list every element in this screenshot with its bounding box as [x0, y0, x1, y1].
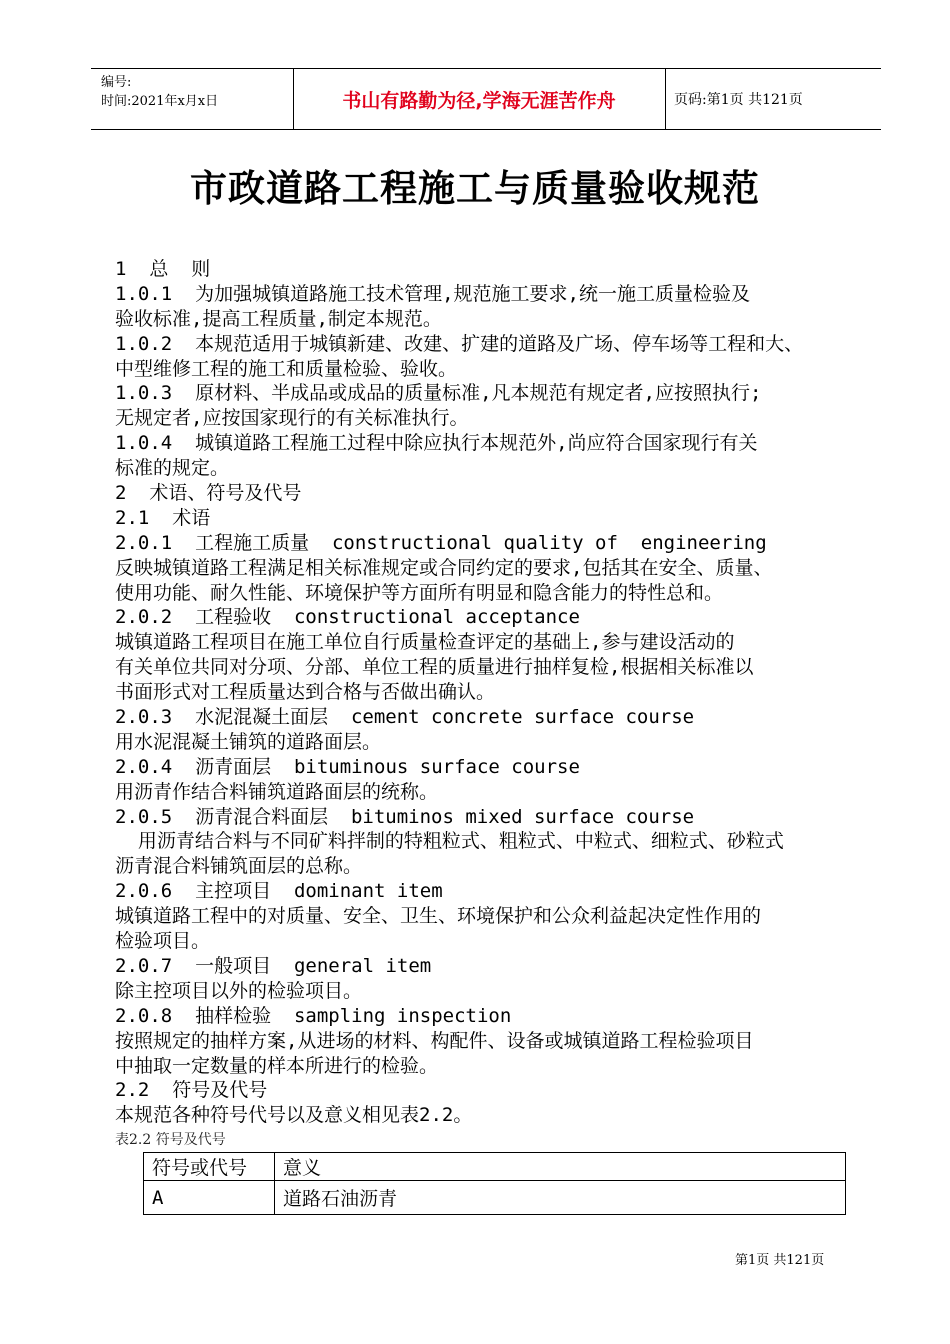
text-line: 2.0.7 一般项目 general item	[115, 954, 432, 977]
text-line: 2 术语、符号及代号	[115, 482, 302, 505]
header-meta	[101, 73, 218, 111]
text-line: 2.1 术语	[115, 506, 211, 529]
text-line: 反映城镇道路工程满足相关标准规定或合同约定的要求,包括其在安全、质量、	[115, 556, 773, 579]
text-line: 用水泥混凝土铺筑的道路面层。	[115, 730, 382, 753]
text-line: 2.0.8 抽样检验 sampling inspection	[115, 1004, 512, 1027]
text-line: 沥青混合料铺筑面层的总称。	[115, 855, 363, 878]
header-divider	[665, 69, 666, 129]
header-page-info: 页码:第1页 共121页	[674, 92, 803, 108]
text-line: 1 总 则	[115, 258, 211, 280]
table-cell: A	[144, 1181, 275, 1215]
text-line: 2.0.4 沥青面层 bituminous surface course	[115, 755, 580, 778]
text-line: 1.0.1 为加强城镇道路施工技术管理,规范施工要求,统一施工质量检验及	[115, 282, 750, 305]
symbols-table	[143, 1152, 846, 1215]
page-header	[91, 68, 881, 130]
text-line: 书面形式对工程质量达到合格与否做出确认。	[115, 681, 496, 704]
header-motto: 书山有路勤为径,学海无涯苦作舟	[342, 89, 616, 112]
text-line: 城镇道路工程项目在施工单位自行质量检查评定的基础上,参与建设活动的	[115, 631, 735, 654]
table-cell: 道路石油沥青	[275, 1181, 846, 1215]
document-title: 市政道路工程施工与质量验收规范	[190, 167, 760, 210]
text-line: 用沥青结合料与不同矿料拌制的特粗粒式、粗粒式、中粒式、细粒式、砂粒式	[115, 830, 784, 853]
text-line: 2.0.6 主控项目 dominant item	[115, 880, 443, 903]
text-line: 2.0.5 沥青混合料面层 bituminos mixed surface course	[115, 805, 695, 828]
text-line: 1.0.3 原材料、半成品或成品的质量标准,凡本规范有规定者,应按照执行;	[115, 382, 762, 405]
text-line: 用沥青作结合料铺筑道路面层的统称。	[115, 780, 439, 803]
text-line: 2.0.2 工程验收 constructional acceptance	[115, 606, 580, 629]
text-line: 1.0.2 本规范适用于城镇新建、改建、扩建的道路及广场、停车场等工程和大、	[115, 332, 804, 355]
table-caption: 表2.2 符号及代号	[115, 1132, 226, 1148]
text-line: 无规定者,应按国家现行的有关标准执行。	[115, 407, 469, 430]
text-line: 检验项目。	[115, 930, 211, 953]
table-header-cell: 符号或代号	[144, 1153, 275, 1181]
text-line: 2.0.1 工程施工质量 constructional quality of engineering	[115, 531, 767, 554]
time-label: 时间:2021年x月x日	[101, 94, 219, 109]
text-line: 本规范各种符号代号以及意义相见表2.2。	[115, 1104, 473, 1127]
page-footer: 第1页 共121页	[735, 1253, 825, 1268]
table-header-cell: 意义	[275, 1153, 846, 1181]
text-line: 中型维修工程的施工和质量检验、验收。	[115, 357, 458, 380]
text-line: 2.2 符号及代号	[115, 1079, 268, 1102]
text-line: 有关单位共同对分项、分部、单位工程的质量进行抽样复检,根据相关标准以	[115, 656, 754, 679]
text-line: 中抽取一定数量的样本所进行的检验。	[115, 1054, 439, 1077]
text-line: 标准的规定。	[115, 457, 230, 480]
text-line: 2.0.3 水泥混凝土面层 cement concrete surface course	[115, 706, 695, 729]
code-label: 编号:	[101, 75, 132, 90]
table-row	[144, 1181, 846, 1215]
text-line: 使用功能、耐久性能、环境保护等方面所有明显和隐含能力的特性总和。	[115, 581, 724, 604]
text-line: 城镇道路工程中的对质量、安全、卫生、环境保护和公众利益起决定性作用的	[115, 905, 762, 928]
text-line: 除主控项目以外的检验项目。	[115, 979, 363, 1002]
text-line: 1.0.4 城镇道路工程施工过程中除应执行本规范外,尚应符合国家现行有关	[115, 432, 758, 455]
document-body	[115, 257, 875, 1128]
table-header-row	[144, 1153, 846, 1181]
text-line: 按照规定的抽样方案,从进场的材料、构配件、设备或城镇道路工程检验项目	[115, 1029, 754, 1052]
text-line: 验收标准,提高工程质量,制定本规范。	[115, 307, 442, 330]
